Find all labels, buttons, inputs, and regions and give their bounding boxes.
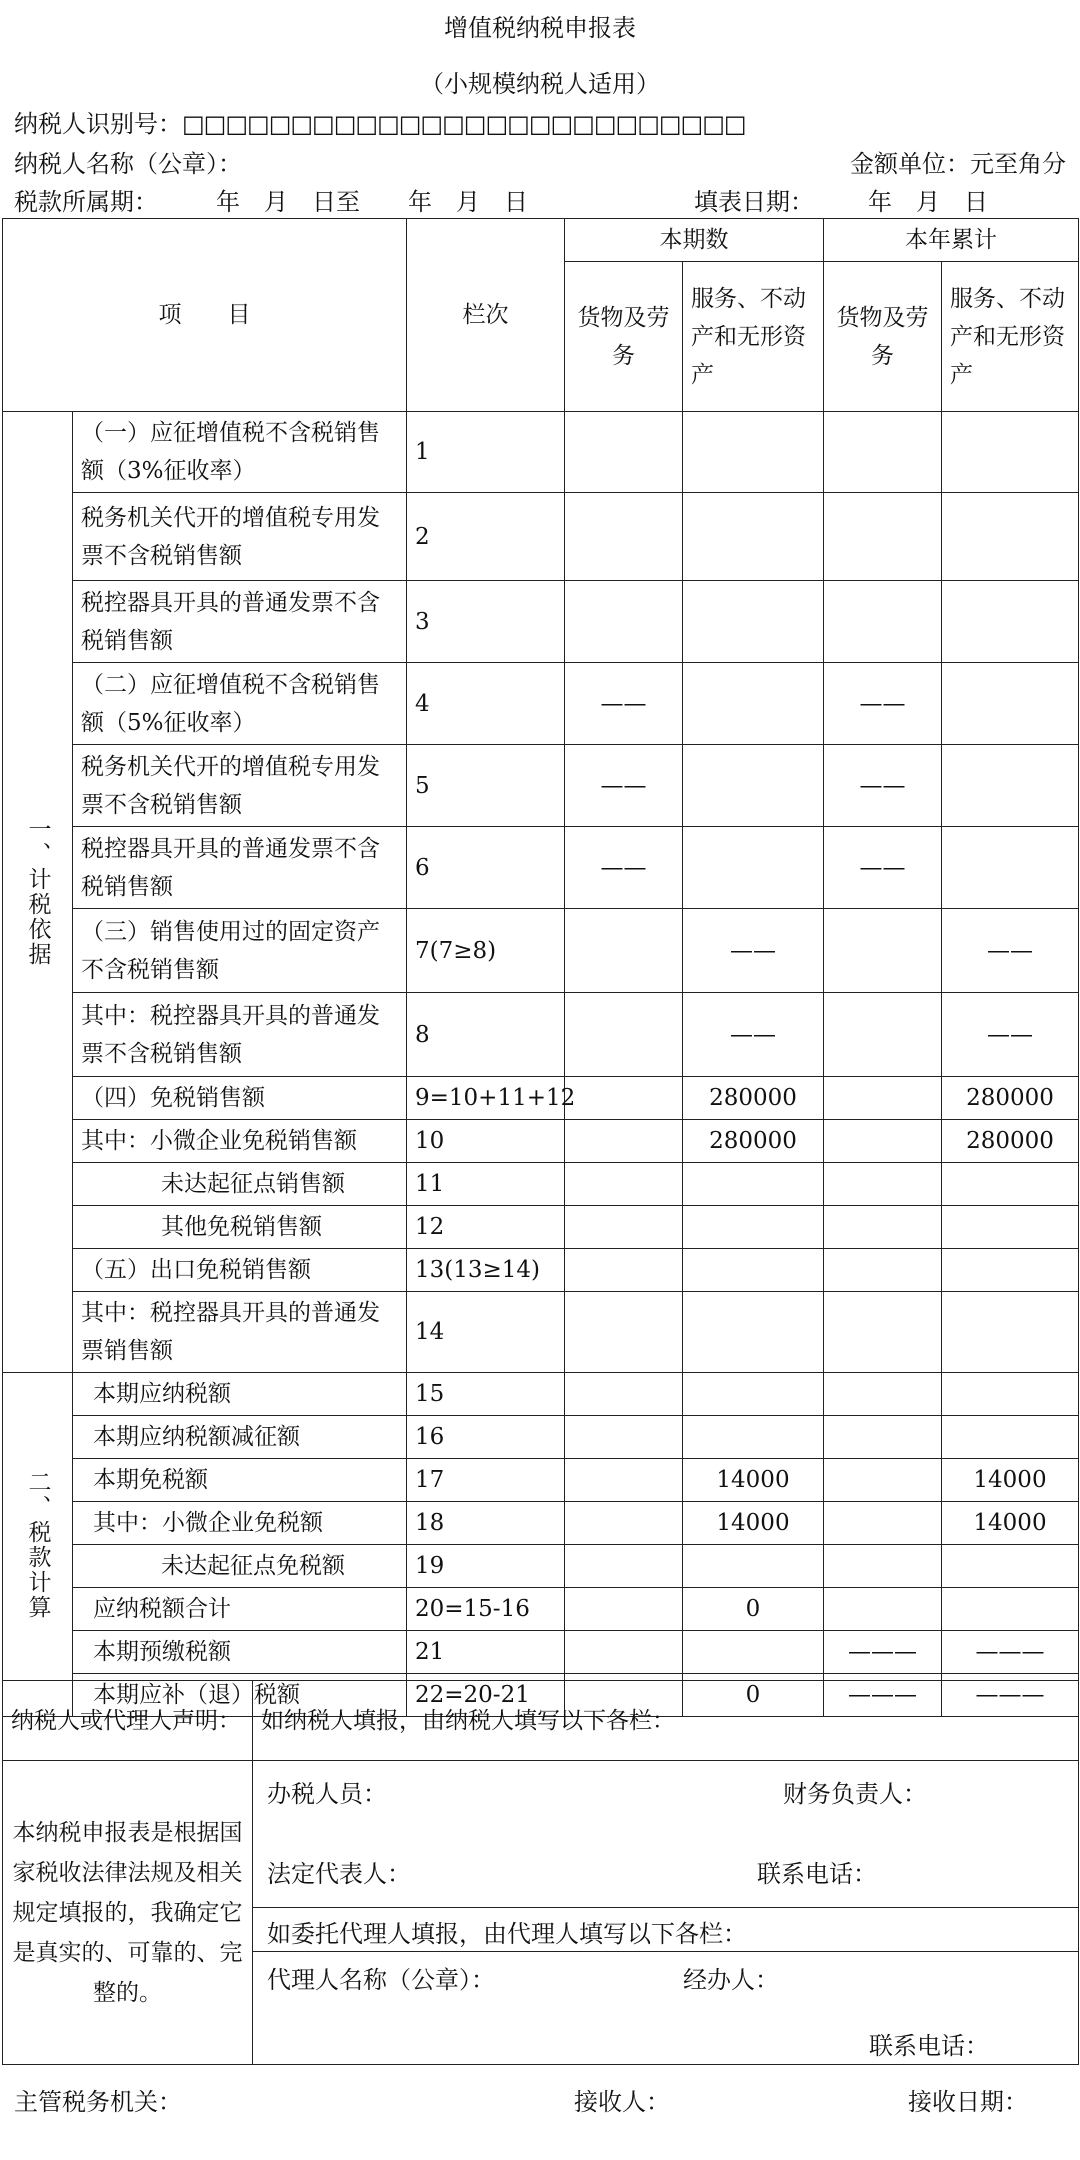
- row-number: 4: [407, 663, 565, 745]
- table-row: [3, 1459, 1079, 1502]
- cell-a[interactable]: [565, 1206, 683, 1249]
- cell-c[interactable]: [824, 493, 942, 581]
- cell-d[interactable]: [942, 1163, 1079, 1206]
- cell-c[interactable]: [824, 1249, 942, 1292]
- cell-c[interactable]: [824, 1459, 942, 1502]
- goods-header-current: 货物及劳务: [565, 262, 683, 412]
- row-number: 16: [407, 1416, 565, 1459]
- year-total-header: 本年累计: [824, 219, 1079, 262]
- cell-c[interactable]: [824, 581, 942, 663]
- cell-b[interactable]: [683, 1373, 824, 1416]
- cell-c[interactable]: [824, 412, 942, 493]
- row-item: 未达起征点免税额: [73, 1545, 407, 1588]
- row-item: 本期应纳税额: [73, 1373, 407, 1416]
- column-no-header: 栏次: [407, 219, 565, 412]
- cell-a[interactable]: [565, 1631, 683, 1674]
- row-item: 其他免税销售额: [73, 1206, 407, 1249]
- cell-d[interactable]: [942, 1292, 1079, 1373]
- row-item: （一）应征增值税不含税销售额（3%征收率）: [73, 412, 407, 493]
- row-item: 税务机关代开的增值税专用发票不含税销售额: [73, 745, 407, 827]
- services-header-year: 服务、不动产和无形资产: [942, 262, 1079, 412]
- cell-c[interactable]: ——: [824, 745, 942, 827]
- handler-label[interactable]: 经办人：: [683, 1966, 779, 1994]
- cell-c[interactable]: [824, 1373, 942, 1416]
- row-item: 本期应纳税额减征额: [73, 1416, 407, 1459]
- row-item: （五）出口免税销售额: [73, 1249, 407, 1292]
- cell-a[interactable]: [565, 1373, 683, 1416]
- table-row: [3, 909, 1079, 993]
- current-period-header: 本期数: [565, 219, 824, 262]
- row-number: 18: [407, 1502, 565, 1545]
- row-item: 应纳税额合计: [73, 1588, 407, 1631]
- row-item: 其中：税控器具开具的普通发票不含税销售额: [73, 993, 407, 1077]
- cell-d[interactable]: [942, 1545, 1079, 1588]
- signature-table: [2, 1680, 1079, 2065]
- cell-c[interactable]: [824, 1163, 942, 1206]
- row-item: 其中：小微企业免税销售额: [73, 1120, 407, 1163]
- table-row: [3, 993, 1079, 1077]
- cell-d[interactable]: [942, 1249, 1079, 1292]
- cell-c[interactable]: [824, 1416, 942, 1459]
- cell-d[interactable]: [942, 412, 1079, 493]
- table-row: [3, 493, 1079, 581]
- table-row: [3, 1163, 1079, 1206]
- row-item: 本期免税额: [73, 1459, 407, 1502]
- row-item: 税控器具开具的普通发票不含税销售额: [73, 827, 407, 909]
- cell-b[interactable]: 0: [683, 1588, 824, 1631]
- cell-a[interactable]: ——: [565, 827, 683, 909]
- cell-a[interactable]: [565, 1416, 683, 1459]
- cell-d[interactable]: [942, 827, 1079, 909]
- cell-d[interactable]: 14000: [942, 1502, 1079, 1545]
- cell-b[interactable]: ——: [683, 909, 824, 993]
- cell-d[interactable]: [942, 1206, 1079, 1249]
- cell-b[interactable]: 280000: [683, 1120, 824, 1163]
- cell-c[interactable]: [824, 1077, 942, 1120]
- row-number: 2: [407, 493, 565, 581]
- unit-label: 金额单位：元至角分: [850, 150, 1066, 178]
- cell-d[interactable]: [942, 745, 1079, 827]
- cell-c[interactable]: ———: [824, 1631, 942, 1674]
- cell-c[interactable]: ——: [824, 827, 942, 909]
- table-row: [3, 663, 1079, 745]
- cell-a[interactable]: [565, 1545, 683, 1588]
- row-number: 14: [407, 1292, 565, 1373]
- table-row: [3, 745, 1079, 827]
- row-number: 19: [407, 1545, 565, 1588]
- row-number: 1: [407, 412, 565, 493]
- row-number: 6: [407, 827, 565, 909]
- declaration-table: [2, 218, 1079, 1717]
- fill-date-label: 填表日期：: [694, 188, 814, 216]
- table-row: [3, 1502, 1079, 1545]
- cell-a[interactable]: [565, 1588, 683, 1631]
- goods-header-year: 货物及劳务: [824, 262, 942, 412]
- cell-a[interactable]: [565, 412, 683, 493]
- form-title: 增值税纳税申报表: [444, 14, 636, 42]
- table-row: [3, 1373, 1079, 1416]
- cell-a[interactable]: ——: [565, 745, 683, 827]
- finance-head-label[interactable]: 财务负责人：: [783, 1780, 927, 1808]
- self-fill-note: 如纳税人填报，由纳税人填写以下各栏：: [253, 1681, 1079, 1761]
- taxpayer-name-label: 纳税人名称（公章）：: [14, 150, 242, 178]
- cell-b[interactable]: 280000: [683, 1077, 824, 1120]
- cell-b[interactable]: 0: [683, 1674, 824, 1717]
- table-row: [3, 1416, 1079, 1459]
- agent-phone-label[interactable]: 联系电话：: [869, 2032, 989, 2060]
- cell-b[interactable]: [683, 1416, 824, 1459]
- cell-b[interactable]: [683, 1545, 824, 1588]
- cell-c[interactable]: ——: [824, 663, 942, 745]
- authority-label: 主管税务机关：: [14, 2088, 182, 2116]
- cell-c[interactable]: ———: [824, 1674, 942, 1717]
- cell-a[interactable]: [565, 1163, 683, 1206]
- row-item: 税控器具开具的普通发票不含税销售额: [73, 581, 407, 663]
- taxpayer-id-boxes[interactable]: □□□□□□□□□□□□□□□□□□□□□□□□□□: [182, 110, 746, 138]
- cell-b[interactable]: 14000: [683, 1502, 824, 1545]
- taxpayer-id-row: [14, 104, 746, 139]
- cell-d[interactable]: 280000: [942, 1077, 1079, 1120]
- row-item: 税务机关代开的增值税专用发票不含税销售额: [73, 493, 407, 581]
- table-row: [3, 1292, 1079, 1373]
- table-row: [3, 1249, 1079, 1292]
- taxpayer-id-label: 纳税人识别号：: [14, 110, 182, 138]
- row-number: 11: [407, 1163, 565, 1206]
- row-number: 5: [407, 745, 565, 827]
- cell-d[interactable]: [942, 1373, 1079, 1416]
- cell-b[interactable]: [683, 663, 824, 745]
- table-row: [3, 412, 1079, 493]
- services-header-current: 服务、不动产和无形资产: [683, 262, 824, 412]
- cell-d[interactable]: [942, 581, 1079, 663]
- row-number: 13(13≥14): [407, 1249, 565, 1292]
- row-number: 12: [407, 1206, 565, 1249]
- row-item: （二）应征增值税不含税销售额（5%征收率）: [73, 663, 407, 745]
- cell-b[interactable]: [683, 1292, 824, 1373]
- row-item: （三）销售使用过的固定资产不含税销售额: [73, 909, 407, 993]
- form-subtitle: （小规模纳税人适用）: [420, 70, 660, 98]
- row-number: 3: [407, 581, 565, 663]
- cell-a[interactable]: [565, 493, 683, 581]
- row-item: （四）免税销售额: [73, 1077, 407, 1120]
- agent-name-label[interactable]: 代理人名称（公章）：: [267, 1966, 495, 1994]
- cell-c[interactable]: [824, 909, 942, 993]
- section-calc: 二、税款计算: [3, 1373, 73, 1717]
- cell-b[interactable]: [683, 1206, 824, 1249]
- cell-b[interactable]: [683, 1163, 824, 1206]
- cell-c[interactable]: [824, 1206, 942, 1249]
- period-value[interactable]: 年 月 日至 年 月 日: [216, 188, 528, 216]
- cell-c[interactable]: [824, 1545, 942, 1588]
- cell-b[interactable]: [683, 581, 824, 663]
- row-number: 17: [407, 1459, 565, 1502]
- row-number: 7(7≥8): [407, 909, 565, 993]
- cell-c[interactable]: [824, 1292, 942, 1373]
- cell-a[interactable]: [565, 993, 683, 1077]
- table-row: [3, 1588, 1079, 1631]
- table-row: [3, 1206, 1079, 1249]
- cell-a[interactable]: [565, 1459, 683, 1502]
- row-number: 21: [407, 1631, 565, 1674]
- cell-d[interactable]: ——: [942, 993, 1079, 1077]
- section-basis: 一、计税依据: [3, 412, 73, 1373]
- row-number: 22=20-21: [407, 1674, 565, 1717]
- cell-b[interactable]: [683, 1249, 824, 1292]
- period-label: 税款所属期：: [14, 188, 158, 216]
- table-row: [3, 581, 1079, 663]
- cell-d[interactable]: 280000: [942, 1120, 1079, 1163]
- table-row: [3, 1545, 1079, 1588]
- receiver-label: 接收人：: [574, 2088, 670, 2116]
- phone-label[interactable]: 联系电话：: [757, 1860, 877, 1888]
- cell-b[interactable]: [683, 1631, 824, 1674]
- cell-d[interactable]: [942, 663, 1079, 745]
- cell-b[interactable]: [683, 493, 824, 581]
- row-number: 8: [407, 993, 565, 1077]
- cell-a[interactable]: [565, 1292, 683, 1373]
- cell-d[interactable]: [942, 1588, 1079, 1631]
- cell-d[interactable]: 14000: [942, 1459, 1079, 1502]
- cell-d[interactable]: ———: [942, 1674, 1079, 1717]
- tax-officer-label[interactable]: 办税人员：: [267, 1780, 387, 1808]
- row-item: 其中：税控器具开具的普通发票销售额: [73, 1292, 407, 1373]
- table-row: [3, 827, 1079, 909]
- row-number: 15: [407, 1373, 565, 1416]
- table-row: [3, 1077, 1079, 1120]
- cell-b[interactable]: ——: [683, 993, 824, 1077]
- cell-a[interactable]: [565, 1249, 683, 1292]
- row-number: 9=10+11+12: [407, 1077, 565, 1120]
- declaration-left-label: 纳税人或代理人声明：: [3, 1681, 253, 1761]
- cell-c[interactable]: [824, 1588, 942, 1631]
- cell-a[interactable]: [565, 1077, 683, 1120]
- legal-rep-label[interactable]: 法定代表人：: [267, 1860, 411, 1888]
- agent-fill-note: 如委托代理人填报，由代理人填写以下各栏：: [267, 1920, 747, 1948]
- row-item: 本期应补（退）税额: [73, 1674, 407, 1717]
- cell-d[interactable]: [942, 1416, 1079, 1459]
- cell-a[interactable]: [565, 1502, 683, 1545]
- row-item: 其中：小微企业免税额: [73, 1502, 407, 1545]
- signature-block: [253, 1761, 1079, 2065]
- cell-a[interactable]: [565, 909, 683, 993]
- declaration-statement: 本纳税申报表是根据国家税收法律法规及相关规定填报的，我确定它是真实的、可靠的、完整的。: [3, 1761, 253, 2065]
- row-item: 本期预缴税额: [73, 1631, 407, 1674]
- table-row: [3, 1631, 1079, 1674]
- cell-a[interactable]: [565, 1120, 683, 1163]
- cell-d[interactable]: ——: [942, 909, 1079, 993]
- cell-b[interactable]: 14000: [683, 1459, 824, 1502]
- cell-a[interactable]: ——: [565, 663, 683, 745]
- cell-c[interactable]: [824, 1120, 942, 1163]
- cell-b[interactable]: [683, 827, 824, 909]
- cell-c[interactable]: [824, 1502, 942, 1545]
- fill-date-value[interactable]: 年 月 日: [868, 188, 988, 216]
- row-item: 未达起征点销售额: [73, 1163, 407, 1206]
- table-row: [3, 1120, 1079, 1163]
- row-number: 20=15-16: [407, 1588, 565, 1631]
- cell-c[interactable]: [824, 993, 942, 1077]
- cell-d[interactable]: ———: [942, 1631, 1079, 1674]
- cell-d[interactable]: [942, 493, 1079, 581]
- cell-b[interactable]: [683, 745, 824, 827]
- row-number: 10: [407, 1120, 565, 1163]
- cell-a[interactable]: [565, 581, 683, 663]
- cell-b[interactable]: [683, 412, 824, 493]
- item-header: 项 目: [3, 219, 407, 412]
- receive-date-label: 接收日期：: [908, 2088, 1028, 2116]
